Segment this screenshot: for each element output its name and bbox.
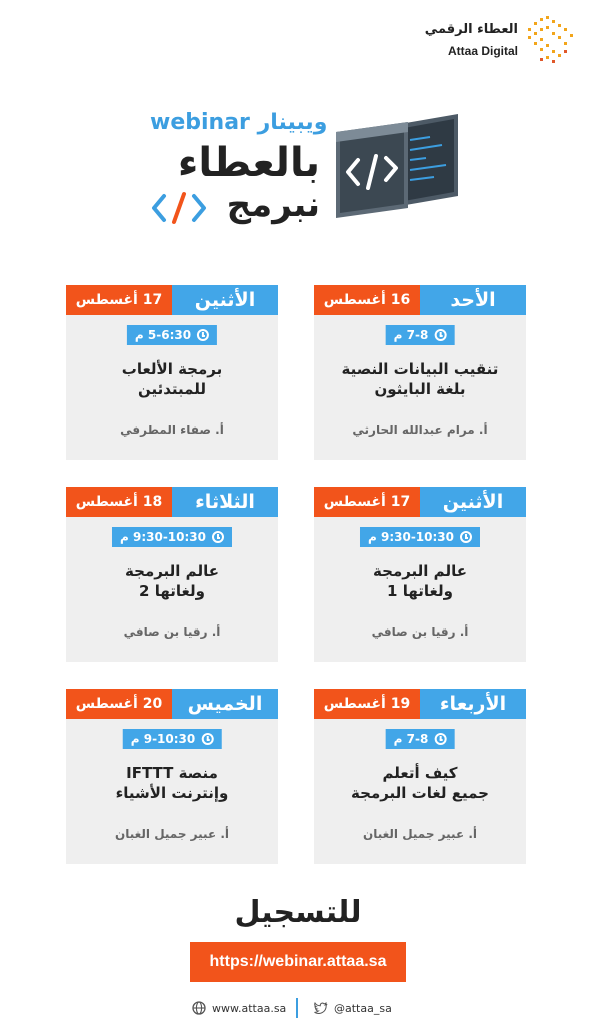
session-title-line1: كيف أتعلم — [382, 764, 458, 782]
session-speaker: أ. رقيا بن صافي — [123, 625, 221, 639]
session-card — [314, 689, 526, 864]
session-title-line1: عالم البرمجة — [125, 562, 219, 580]
session-speaker: أ. صفاء المطرفي — [120, 423, 224, 437]
clock-icon — [460, 531, 472, 543]
session-title-line2: بلغة البايثون — [374, 380, 466, 398]
clock-icon — [434, 329, 446, 341]
session-time: 9:30-10:30 م — [119, 530, 207, 544]
website-link[interactable] — [192, 998, 286, 1018]
session-body — [314, 719, 526, 864]
twitter-handle: @attaa_sa — [334, 1001, 392, 1015]
code-window-illustration-icon — [330, 110, 470, 220]
attaa-logo-mark-icon — [526, 14, 574, 68]
session-title — [76, 763, 268, 803]
session-card — [66, 487, 278, 662]
session-time: 9-10:30 م — [130, 732, 196, 746]
session-time: 7-8 م — [393, 732, 429, 746]
footer-divider — [296, 998, 298, 1018]
session-card — [314, 487, 526, 662]
session-card — [66, 285, 278, 460]
session-body — [314, 517, 526, 662]
session-speaker: أ. مرام عبدالله الحارثي — [352, 423, 488, 437]
session-date: 18 أغسطس — [66, 487, 172, 517]
session-time: 9:30-10:30 م — [367, 530, 455, 544]
session-title-line2: جميع لغات البرمجة — [351, 784, 489, 802]
session-day: الأثنين — [172, 285, 278, 315]
clock-icon — [197, 329, 209, 341]
website-text: www.attaa.sa — [212, 1001, 287, 1015]
session-title-line2: وإنترنت الأشياء — [115, 784, 229, 802]
session-title — [76, 359, 268, 399]
session-title — [324, 763, 516, 803]
session-card — [66, 689, 278, 864]
session-card — [314, 285, 526, 460]
clock-icon — [201, 733, 213, 745]
twitter-link[interactable] — [314, 998, 392, 1018]
session-body — [66, 719, 278, 864]
session-speaker: أ. عبير جميل الغبان — [114, 827, 229, 841]
session-time-badge — [112, 527, 232, 547]
session-body — [66, 315, 278, 460]
session-header — [66, 285, 278, 315]
session-header — [66, 487, 278, 517]
session-title-line2: ولغاتها 2 — [139, 582, 205, 600]
session-header — [314, 487, 526, 517]
session-title — [324, 561, 516, 601]
twitter-icon — [314, 1002, 328, 1014]
brand-name-english: Attaa Digital — [447, 44, 518, 58]
session-day: الثلاثاء — [172, 487, 278, 517]
session-title-line2: ولغاتها 1 — [387, 582, 453, 600]
register-heading: للتسجيل — [234, 895, 362, 930]
code-brackets-icon — [150, 188, 208, 228]
session-date: 17 أغسطس — [66, 285, 172, 315]
session-day: الأحد — [420, 285, 526, 315]
session-title-line1: برمجة الألعاب — [121, 360, 223, 378]
session-time-badge — [360, 527, 480, 547]
session-time-badge — [123, 729, 222, 749]
session-time: 7-8 م — [393, 328, 429, 342]
session-time-badge — [386, 325, 455, 345]
session-speaker: أ. عبير جميل الغبان — [362, 827, 477, 841]
globe-icon — [192, 1001, 206, 1015]
session-date: 19 أغسطس — [314, 689, 420, 719]
session-title-line1: عالم البرمجة — [373, 562, 467, 580]
session-body — [66, 517, 278, 662]
hero-title-line1: بالعطاء — [177, 140, 320, 186]
hero-webinar-label: webinar ويبينار — [150, 110, 328, 135]
footer — [170, 998, 426, 1018]
clock-icon — [212, 531, 224, 543]
session-date: 16 أغسطس — [314, 285, 420, 315]
brand-name-arabic: العطاء الرقمي — [424, 22, 518, 37]
session-header — [314, 689, 526, 719]
session-date: 20 أغسطس — [66, 689, 172, 719]
session-body — [314, 315, 526, 460]
session-time-badge — [127, 325, 217, 345]
session-header — [66, 689, 278, 719]
session-day: الخميس — [172, 689, 278, 719]
clock-icon — [434, 733, 446, 745]
session-time-badge — [386, 729, 455, 749]
session-title-line1: منصة IFTTT — [126, 764, 218, 782]
session-title — [76, 561, 268, 601]
session-speaker: أ. رقيا بن صافي — [371, 625, 469, 639]
session-title-line2: للمبتدئين — [138, 380, 206, 398]
hero-title-line2: نبرمج — [226, 185, 320, 225]
brand-logo — [424, 14, 574, 74]
session-header — [314, 285, 526, 315]
register-link[interactable]: https://webinar.attaa.sa — [190, 942, 406, 982]
session-time: 5-6:30 م — [134, 328, 192, 342]
session-title — [324, 359, 516, 399]
session-title-line1: تنقيب البيانات النصية — [341, 360, 499, 378]
session-day: الأربعاء — [420, 689, 526, 719]
session-day: الأثنين — [420, 487, 526, 517]
session-date: 17 أغسطس — [314, 487, 420, 517]
